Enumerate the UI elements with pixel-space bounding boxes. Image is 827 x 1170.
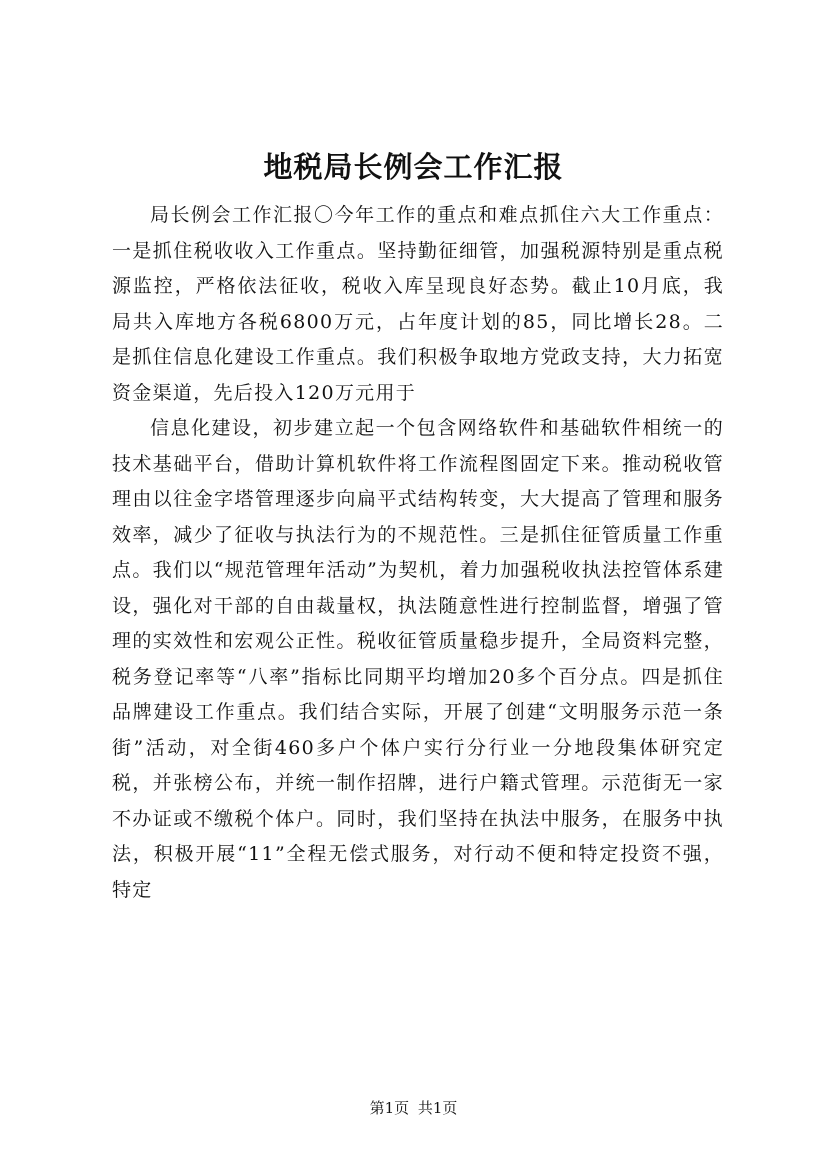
page-total: 共1页 [417, 1099, 458, 1117]
paragraph-2: 信息化建设，初步建立起一个包含网络软件和基础软件相统一的技术基础平台，借助计算机软件将工作流程图固定下来。推动税收管理由以往金字塔管理逐步向扁平式结构转变，大大提高了管理和服务效率，减少了征收与执法行为的不规范性。三是抓住征管质量工作重点。我们以“规范管理年活动”为契机，着力加强税收执法控管体系建设，强化对干部的自由裁量权，执法随意性进行控制监督，增强了管理的实效性和宏观公正性。税收征管质量稳步提升，全局资料完整，税务登记率等“八率”指标比同期平均增加20多个百分点。四是抓住品牌建设工作重点。我们结合实际，开展了创建“文明服务示范一条街”活动，对全街460多户个体户实行分行业一分地段集体研究定税，并张榜公布，并统一制作招牌，进行户籍式管理。示范街无一家不办证或不缴税个体户。同时，我们坚持在执法中服务，在服务中执法，积极开展“11”全程无偿式服务，对行动不便和特定投资不强，特定 [112, 417, 724, 901]
page-footer [0, 1098, 827, 1118]
document-title: 地税局长例会工作汇报 [263, 150, 564, 184]
paragraph-1: 局长例会工作汇报〇今年工作的重点和难点抓住六大工作重点：一是抓住税收收入工作重点。坚持勤征细管，加强税源特别是重点税源监控，严格依法征收，税收入库呈现良好态势。截止10月底，我局共入库地方各税6800万元，占年度计划的85，同比增长28。二是抓住信息化建设工作重点。我们积极争取地方党政支持，大力拓宽资金渠道，先后投入120万元用于 [112, 204, 724, 404]
document-body [112, 198, 724, 908]
page-number: 第1页 [369, 1099, 410, 1117]
